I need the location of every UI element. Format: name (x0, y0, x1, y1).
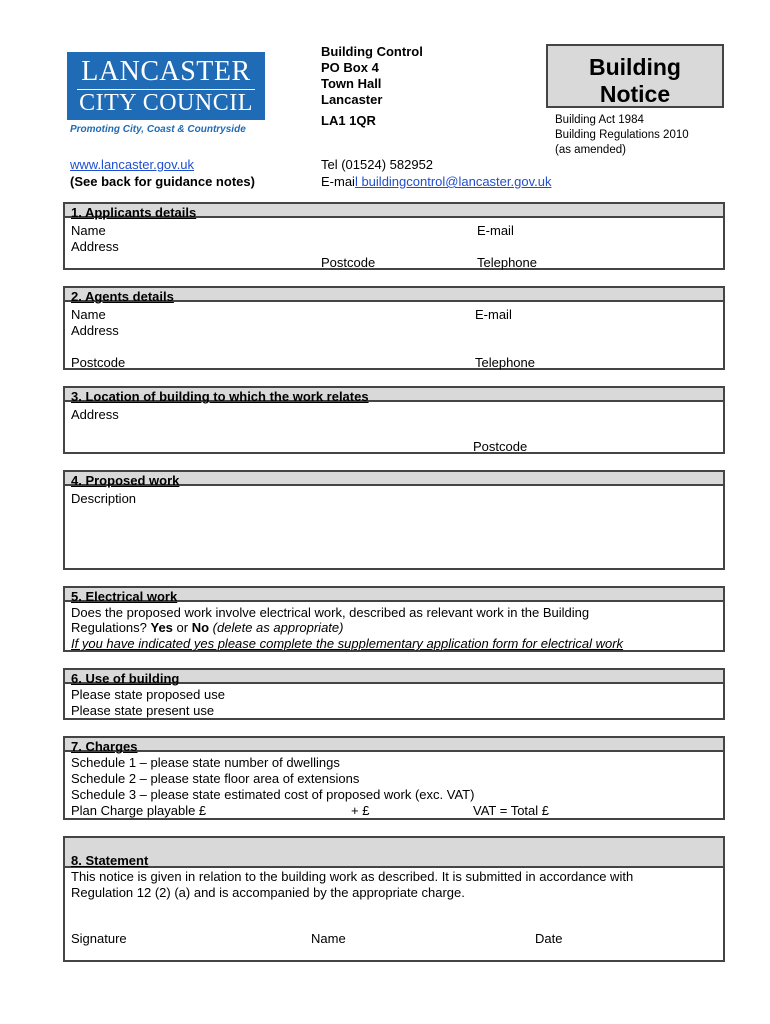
website-link[interactable]: www.lancaster.gov.uk (70, 157, 195, 172)
section-8-title: 8. Statement (71, 853, 149, 868)
postcode-label: Postcode (473, 439, 528, 454)
email-link[interactable]: l buildingcontrol@lancaster.gov.uk (354, 174, 552, 189)
guidance-note: (See back for guidance notes) (70, 174, 255, 189)
schedule-1-label: Schedule 1 – please state number of dwellings (71, 755, 340, 770)
schedule-3-label: Schedule 3 – please state estimated cost of proposed work (exc. VAT) (71, 787, 475, 802)
legislation-refs (555, 113, 689, 158)
telephone-label: Telephone (477, 255, 537, 270)
address-label: Address (71, 323, 119, 338)
date-label: Date (535, 931, 563, 946)
act-ref: Building Act 1984 (555, 114, 644, 126)
address-line: Lancaster (321, 92, 383, 107)
or-text: or (172, 620, 192, 635)
regs-ref: Building Regulations 2010 (555, 129, 689, 141)
address-line: Town Hall (321, 76, 382, 91)
section-6-body (63, 684, 725, 720)
signature-label: Signature (71, 931, 127, 946)
section-2-body (63, 302, 725, 370)
amended-ref: (as amended) (555, 144, 626, 156)
electrical-question-cont (71, 620, 343, 635)
logo-line1: LANCASTER (81, 56, 251, 87)
section-1-header (63, 202, 725, 218)
email-line (321, 174, 551, 189)
description-label: Description (71, 491, 137, 506)
regulations-text: Regulations? (71, 620, 151, 635)
section-6-title: 6. Use of building (71, 671, 180, 686)
name-label: Name (71, 223, 106, 238)
vat-total-label: VAT = Total £ (473, 803, 550, 818)
form-title-box (546, 44, 724, 108)
section-4-title: 4. Proposed work (71, 473, 180, 488)
section-6-header (63, 668, 725, 684)
postcode-label: Postcode (71, 355, 126, 370)
no-option[interactable]: No (191, 620, 210, 635)
plan-charge-label: Plan Charge playable £ (71, 803, 207, 818)
section-8-body (63, 866, 725, 962)
schedule-2-label: Schedule 2 – please state floor area of extensions (71, 771, 360, 786)
address-label: Address (71, 407, 119, 422)
section-7-title: 7. Charges (71, 739, 138, 754)
address-label: Address (71, 239, 119, 254)
section-5-header (63, 586, 725, 602)
section-1-body (63, 218, 725, 270)
office-address (321, 44, 423, 108)
present-use-label: Please state present use (71, 703, 215, 718)
address-line: Building Control (321, 44, 423, 59)
proposed-use-label: Please state proposed use (71, 687, 225, 702)
statement-line1: This notice is given in relation to the building work as described. It is submitted in accordance with (71, 869, 634, 884)
section-2-title: 2. Agents details (71, 289, 174, 304)
postcode-label: Postcode (321, 255, 376, 270)
plus-label: + £ (351, 803, 370, 818)
section-3-body (63, 402, 725, 454)
electrical-question: Does the proposed work involve electrical work, described as relevant work in the Building (71, 605, 590, 620)
section-7-header (63, 736, 725, 752)
statement-line2: Regulation 12 (2) (a) and is accompanied by the appropriate charge. (71, 885, 465, 900)
name-label: Name (71, 307, 106, 322)
telephone-label: Telephone (475, 355, 535, 370)
section-3-title: 3. Location of building to which the work relates (71, 389, 369, 404)
address-line: PO Box 4 (321, 60, 379, 75)
section-8-header (63, 836, 725, 868)
delete-note: (delete as appropriate) (209, 620, 344, 635)
section-4-header (63, 470, 725, 486)
electrical-supplementary-note: If you have indicated yes please complete the supplementary application form for electrical work (71, 636, 624, 651)
section-3-header (63, 386, 725, 402)
section-5-title: 5. Electrical work (71, 589, 178, 604)
office-postcode: LA1 1QR (321, 113, 376, 128)
email-label: E-mai (321, 174, 355, 189)
section-7-body (63, 752, 725, 820)
telephone-number: Tel (01524) 582952 (321, 157, 434, 172)
form-title-line1: Building (589, 54, 681, 80)
section-1-title: 1. Applicants details (71, 205, 197, 220)
council-logo (67, 52, 265, 120)
section-2-header (63, 286, 725, 302)
form-title-line2: Notice (599, 81, 671, 107)
email-label: E-mail (475, 307, 512, 322)
logo-line2: CITY COUNCIL (79, 90, 253, 116)
tagline: Promoting City, Coast & Countryside (70, 124, 246, 135)
section-5-body (63, 602, 725, 652)
section-4-body (63, 486, 725, 570)
yes-option[interactable]: Yes (150, 620, 173, 635)
email-label: E-mail (477, 223, 514, 238)
name-label: Name (311, 931, 346, 946)
